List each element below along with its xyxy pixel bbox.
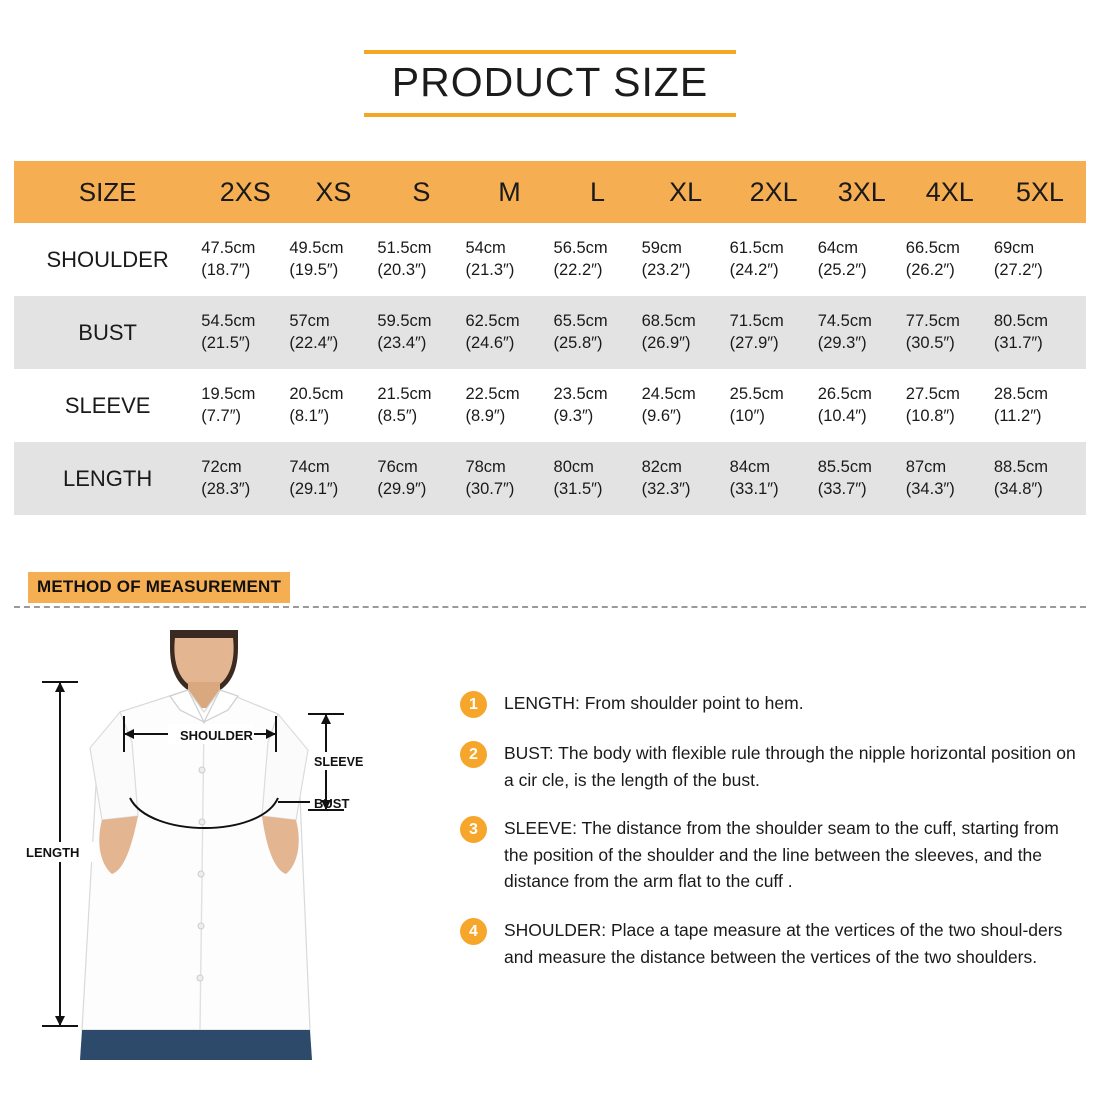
measurement-notes-list xyxy=(460,690,1080,992)
cell-bust-4xl xyxy=(906,296,994,369)
value-inch: (19.5″) xyxy=(289,260,339,279)
value-inch: (24.6″) xyxy=(465,333,515,352)
cell-length-xs xyxy=(289,442,377,515)
value-cm: 56.5cm xyxy=(553,238,608,257)
value-inch: (27.9″) xyxy=(729,333,779,352)
value-inch: (18.7″) xyxy=(201,260,251,279)
value-inch: (29.3″) xyxy=(817,333,867,352)
value-cm: 22.5cm xyxy=(465,384,520,403)
value-cm: 66.5cm xyxy=(905,238,960,257)
row-label-sleeve: SLEEVE xyxy=(14,369,201,442)
value-inch: (30.7″) xyxy=(465,479,515,498)
header-cell-size: SIZE xyxy=(14,161,201,223)
value-cm: 84cm xyxy=(729,457,770,476)
value-inch: (8.9″) xyxy=(465,406,506,425)
note-text: SLEEVE: The distance from the shoulder seam to the cuff, starting from the position of the shoulder and the line between the sleeves, and the distance from the arm flat to the cuff . xyxy=(504,818,1059,892)
cell-sleeve-2xl xyxy=(730,369,818,442)
cell-bust-xl xyxy=(642,296,730,369)
list-item xyxy=(460,740,1080,793)
value-cm: 59.5cm xyxy=(377,311,432,330)
cell-bust-l xyxy=(554,296,642,369)
value-inch: (26.9″) xyxy=(641,333,691,352)
svg-text:BUST: BUST xyxy=(314,796,350,811)
header-cell-s: S xyxy=(377,161,465,223)
value-cm: 74cm xyxy=(289,457,330,476)
value-cm: 76cm xyxy=(377,457,418,476)
value-inch: (29.9″) xyxy=(377,479,427,498)
cell-shoulder-2xl xyxy=(730,223,818,296)
cell-sleeve-xl xyxy=(642,369,730,442)
table-row xyxy=(14,369,1086,442)
note-number-badge: 4 xyxy=(460,918,487,945)
value-cm: 25.5cm xyxy=(729,384,784,403)
value-cm: 21.5cm xyxy=(377,384,432,403)
header-cell-2xs: 2XS xyxy=(201,161,289,223)
cell-shoulder-xs xyxy=(289,223,377,296)
header-cell-5xl: 5XL xyxy=(994,161,1086,223)
value-inch: (33.7″) xyxy=(817,479,867,498)
header-cell-xs: XS xyxy=(289,161,377,223)
value-cm: 74.5cm xyxy=(817,311,872,330)
table-header xyxy=(14,161,1086,223)
value-inch: (10″) xyxy=(729,406,765,425)
cell-shoulder-xl xyxy=(642,223,730,296)
header-cell-xl: XL xyxy=(642,161,730,223)
value-inch: (29.1″) xyxy=(289,479,339,498)
cell-shoulder-2xs xyxy=(201,223,289,296)
value-inch: (8.1″) xyxy=(289,406,330,425)
value-cm: 65.5cm xyxy=(553,311,608,330)
cell-length-m xyxy=(465,442,553,515)
cell-bust-2xl xyxy=(730,296,818,369)
header-cell-m: M xyxy=(465,161,553,223)
cell-shoulder-4xl xyxy=(906,223,994,296)
row-label-bust: BUST xyxy=(14,296,201,369)
value-inch: (21.3″) xyxy=(465,260,515,279)
value-cm: 23.5cm xyxy=(553,384,608,403)
value-cm: 28.5cm xyxy=(993,384,1048,403)
header-cell-l: L xyxy=(554,161,642,223)
table-row xyxy=(14,296,1086,369)
svg-text:SLEEVE: SLEEVE xyxy=(314,755,364,769)
value-inch: (7.7″) xyxy=(201,406,242,425)
value-inch: (23.4″) xyxy=(377,333,427,352)
cell-bust-s xyxy=(377,296,465,369)
value-inch: (34.3″) xyxy=(905,479,955,498)
cell-sleeve-3xl xyxy=(818,369,906,442)
value-cm: 62.5cm xyxy=(465,311,520,330)
value-cm: 20.5cm xyxy=(289,384,344,403)
value-inch: (27.2″) xyxy=(993,260,1043,279)
value-cm: 19.5cm xyxy=(201,384,256,403)
value-inch: (22.4″) xyxy=(289,333,339,352)
cell-sleeve-l xyxy=(554,369,642,442)
cell-shoulder-s xyxy=(377,223,465,296)
cell-shoulder-5xl xyxy=(994,223,1086,296)
value-inch: (30.5″) xyxy=(905,333,955,352)
cell-length-2xl xyxy=(730,442,818,515)
page-title: PRODUCT SIZE xyxy=(364,50,737,117)
page-title-container xyxy=(0,50,1100,117)
cell-length-5xl xyxy=(994,442,1086,515)
value-cm: 82cm xyxy=(641,457,682,476)
value-cm: 54cm xyxy=(465,238,506,257)
note-text: BUST: The body with flexible rule through the nipple horizontal position on a cir cle, is the length of the bust. xyxy=(504,743,1076,790)
value-inch: (8.5″) xyxy=(377,406,418,425)
table-row xyxy=(14,223,1086,296)
list-item xyxy=(460,917,1080,970)
value-inch: (31.7″) xyxy=(993,333,1043,352)
cell-sleeve-xs xyxy=(289,369,377,442)
cell-length-l xyxy=(554,442,642,515)
note-number-badge: 3 xyxy=(460,816,487,843)
note-number-badge: 1 xyxy=(460,691,487,718)
cell-length-3xl xyxy=(818,442,906,515)
cell-shoulder-l xyxy=(554,223,642,296)
value-cm: 47.5cm xyxy=(201,238,256,257)
value-inch: (23.2″) xyxy=(641,260,691,279)
value-cm: 64cm xyxy=(817,238,859,257)
cell-bust-3xl xyxy=(818,296,906,369)
value-inch: (25.8″) xyxy=(553,333,603,352)
header-cell-2xl: 2XL xyxy=(730,161,818,223)
cell-sleeve-s xyxy=(377,369,465,442)
value-cm: 85.5cm xyxy=(817,457,872,476)
value-inch: (21.5″) xyxy=(201,333,251,352)
value-inch: (28.3″) xyxy=(201,479,251,498)
value-inch: (11.2″) xyxy=(993,406,1042,425)
list-item xyxy=(460,690,1080,718)
value-cm: 59cm xyxy=(641,238,682,257)
cell-shoulder-m xyxy=(465,223,553,296)
cell-length-4xl xyxy=(906,442,994,515)
value-cm: 87cm xyxy=(905,457,947,476)
value-cm: 49.5cm xyxy=(289,238,344,257)
value-inch: (9.6″) xyxy=(641,406,682,425)
size-chart-table xyxy=(14,161,1086,515)
value-cm: 69cm xyxy=(993,238,1035,257)
value-cm: 68.5cm xyxy=(641,311,696,330)
cell-bust-xs xyxy=(289,296,377,369)
value-cm: 71.5cm xyxy=(729,311,784,330)
header-cell-3xl: 3XL xyxy=(818,161,906,223)
measurement-diagram xyxy=(20,630,440,1060)
cell-sleeve-m xyxy=(465,369,553,442)
note-number-badge: 2 xyxy=(460,741,487,768)
value-cm: 27.5cm xyxy=(905,384,960,403)
value-cm: 78cm xyxy=(465,457,506,476)
cell-length-s xyxy=(377,442,465,515)
value-cm: 57cm xyxy=(289,311,330,330)
table-header-row xyxy=(14,161,1086,223)
cell-bust-m xyxy=(465,296,553,369)
value-cm: 26.5cm xyxy=(817,384,872,403)
value-cm: 88.5cm xyxy=(993,457,1048,476)
cell-length-2xs xyxy=(201,442,289,515)
table-body xyxy=(14,223,1086,515)
value-inch: (20.3″) xyxy=(377,260,427,279)
value-cm: 72cm xyxy=(201,457,242,476)
cell-length-xl xyxy=(642,442,730,515)
cell-sleeve-2xs xyxy=(201,369,289,442)
value-cm: 80.5cm xyxy=(993,311,1048,330)
value-inch: (32.3″) xyxy=(641,479,691,498)
cell-sleeve-5xl xyxy=(994,369,1086,442)
value-cm: 24.5cm xyxy=(641,384,696,403)
cell-bust-5xl xyxy=(994,296,1086,369)
value-inch: (26.2″) xyxy=(905,260,955,279)
value-inch: (34.8″) xyxy=(993,479,1043,498)
svg-text:LENGTH: LENGTH xyxy=(26,845,80,860)
value-inch: (33.1″) xyxy=(729,479,779,498)
header-cell-4xl: 4XL xyxy=(906,161,994,223)
value-inch: (10.8″) xyxy=(905,406,955,425)
value-inch: (10.4″) xyxy=(817,406,867,425)
cell-shoulder-3xl xyxy=(818,223,906,296)
row-label-shoulder: SHOULDER xyxy=(14,223,201,296)
value-cm: 77.5cm xyxy=(905,311,960,330)
value-cm: 51.5cm xyxy=(377,238,432,257)
section-divider xyxy=(14,606,1086,608)
value-inch: (31.5″) xyxy=(553,479,603,498)
cell-bust-2xs xyxy=(201,296,289,369)
value-inch: (22.2″) xyxy=(553,260,603,279)
value-cm: 80cm xyxy=(553,457,594,476)
value-inch: (25.2″) xyxy=(817,260,867,279)
list-item xyxy=(460,815,1080,895)
value-inch: (9.3″) xyxy=(553,406,594,425)
note-text: SHOULDER: Place a tape measure at the vertices of the two shoul-ders and measure the distance between the vertices of the two shoulders. xyxy=(504,919,1063,967)
value-cm: 61.5cm xyxy=(729,238,784,257)
svg-text:SHOULDER: SHOULDER xyxy=(180,728,253,743)
note-text: LENGTH: From shoulder point to hem. xyxy=(504,693,804,713)
row-label-length: LENGTH xyxy=(14,442,201,515)
cell-sleeve-4xl xyxy=(906,369,994,442)
value-cm: 54.5cm xyxy=(201,311,256,330)
method-of-measurement-label: METHOD OF MEASUREMENT xyxy=(28,572,290,603)
value-inch: (24.2″) xyxy=(729,260,779,279)
table-row xyxy=(14,442,1086,515)
